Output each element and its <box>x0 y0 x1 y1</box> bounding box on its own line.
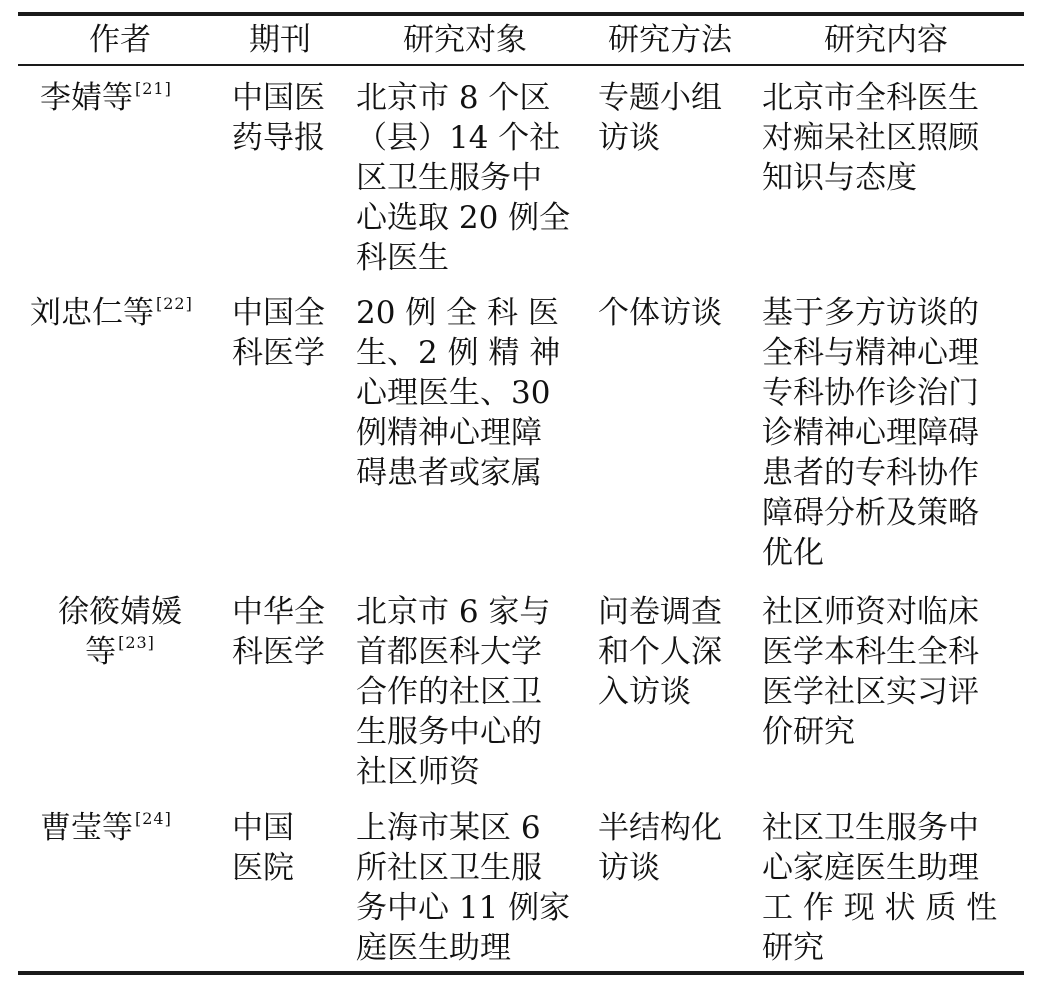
content-line: 诊精神心理障碍 <box>762 415 979 451</box>
subject-line: 心选取 20 例全 <box>356 200 571 236</box>
author-name: 曹莹等 <box>40 810 133 846</box>
content-line: 社区卫生服务中 <box>762 810 979 846</box>
journal-cell <box>232 78 332 158</box>
content-line: 社区师资对临床 <box>762 594 979 630</box>
subject-line: 例精神心理障 <box>356 415 542 451</box>
method-line: 个体访谈 <box>598 295 722 331</box>
method-line: 和个人深 <box>598 634 722 670</box>
journal-line: 科医学 <box>232 634 325 670</box>
subject-line: 区卫生服务中 <box>356 160 542 196</box>
author-name: 刘忠仁等 <box>30 295 154 331</box>
table-top-rule <box>18 12 1024 16</box>
subject-cell <box>356 808 574 968</box>
subject-line: （县）14 个社 <box>356 120 561 156</box>
journal-line: 中国医 <box>232 80 325 116</box>
journal-line: 中国 <box>232 810 294 846</box>
journal-line: 医院 <box>232 850 294 886</box>
author-cell <box>40 78 172 123</box>
author-suffix: 等 <box>85 634 117 670</box>
content-line: 对痴呆社区照顾 <box>762 120 979 156</box>
journal-cell <box>232 592 332 672</box>
content-line: 患者的专科协作 <box>762 455 979 491</box>
journal-line: 中国全 <box>232 295 325 331</box>
subject-line: 庭医生助理 <box>356 930 511 966</box>
author-name-continued <box>30 632 210 672</box>
subject-line: 20 例 全 科 医 <box>356 295 559 331</box>
method-line: 访谈 <box>598 120 660 156</box>
author-cell <box>40 808 172 853</box>
author-name: 李婧等 <box>40 80 133 116</box>
header-content: 研究内容 <box>824 22 948 58</box>
method-cell <box>598 808 743 888</box>
journal-cell <box>232 293 332 373</box>
subject-line: 首都医科大学 <box>356 634 542 670</box>
subject-line: 心理医生、30 <box>356 375 551 411</box>
content-line: 医学社区实习评 <box>762 674 979 710</box>
method-line: 入访谈 <box>598 674 691 710</box>
method-line: 问卷调查 <box>598 594 722 630</box>
journal-line: 科医学 <box>232 335 325 371</box>
subject-line: 北京市 8 个区 <box>356 80 551 116</box>
content-line: 北京市全科医生 <box>762 80 979 116</box>
method-cell <box>598 293 743 333</box>
content-line: 价研究 <box>762 714 855 750</box>
subject-line: 生、2 例 精 神 <box>356 335 561 371</box>
subject-line: 碍患者或家属 <box>356 455 542 491</box>
subject-cell <box>356 78 574 278</box>
content-cell <box>762 78 1010 198</box>
journal-cell <box>232 808 332 888</box>
method-cell <box>598 78 743 158</box>
header-subject: 研究对象 <box>403 22 527 58</box>
reference-marker: [23] <box>118 633 155 652</box>
method-line: 半结构化 <box>598 810 722 846</box>
header-journal: 期刊 <box>249 22 311 58</box>
content-cell <box>762 808 1010 968</box>
subject-line: 科医生 <box>356 240 449 276</box>
content-line: 优化 <box>762 535 824 571</box>
content-line: 全科与精神心理 <box>762 335 979 371</box>
content-line: 工 作 现 状 质 性 <box>762 890 998 926</box>
content-cell <box>762 592 1010 752</box>
subject-line: 所社区卫生服 <box>356 850 542 886</box>
header-method: 研究方法 <box>608 22 732 58</box>
journal-line: 中华全 <box>232 594 325 630</box>
author-cell <box>30 293 193 338</box>
subject-line: 合作的社区卫 <box>356 674 542 710</box>
reference-marker: [22] <box>156 294 193 313</box>
method-line: 访谈 <box>598 850 660 886</box>
header-bottom-rule <box>18 64 1024 66</box>
content-line: 研究 <box>762 930 824 966</box>
content-line: 心家庭医生助理 <box>762 850 979 886</box>
header-author: 作者 <box>89 22 151 58</box>
subject-line: 上海市某区 6 <box>356 810 541 846</box>
content-cell <box>762 293 1010 573</box>
author-name: 徐筱婧媛 <box>58 594 182 630</box>
subject-line: 生服务中心的 <box>356 714 542 750</box>
subject-cell <box>356 592 574 792</box>
subject-line: 社区师资 <box>356 754 480 790</box>
author-cell <box>30 592 210 672</box>
reference-marker: [24] <box>135 809 172 828</box>
content-line: 基于多方访谈的 <box>762 295 979 331</box>
subject-line: 务中心 11 例家 <box>356 890 571 926</box>
method-line: 专题小组 <box>598 80 722 116</box>
content-line: 专科协作诊治门 <box>762 375 979 411</box>
table-bottom-rule <box>18 971 1024 975</box>
content-line: 知识与态度 <box>762 160 917 196</box>
method-cell <box>598 592 743 712</box>
journal-line: 药导报 <box>232 120 325 156</box>
content-line: 医学本科生全科 <box>762 634 979 670</box>
subject-cell <box>356 293 574 493</box>
content-line: 障碍分析及策略 <box>762 495 979 531</box>
reference-marker: [21] <box>135 79 172 98</box>
subject-line: 北京市 6 家与 <box>356 594 551 630</box>
